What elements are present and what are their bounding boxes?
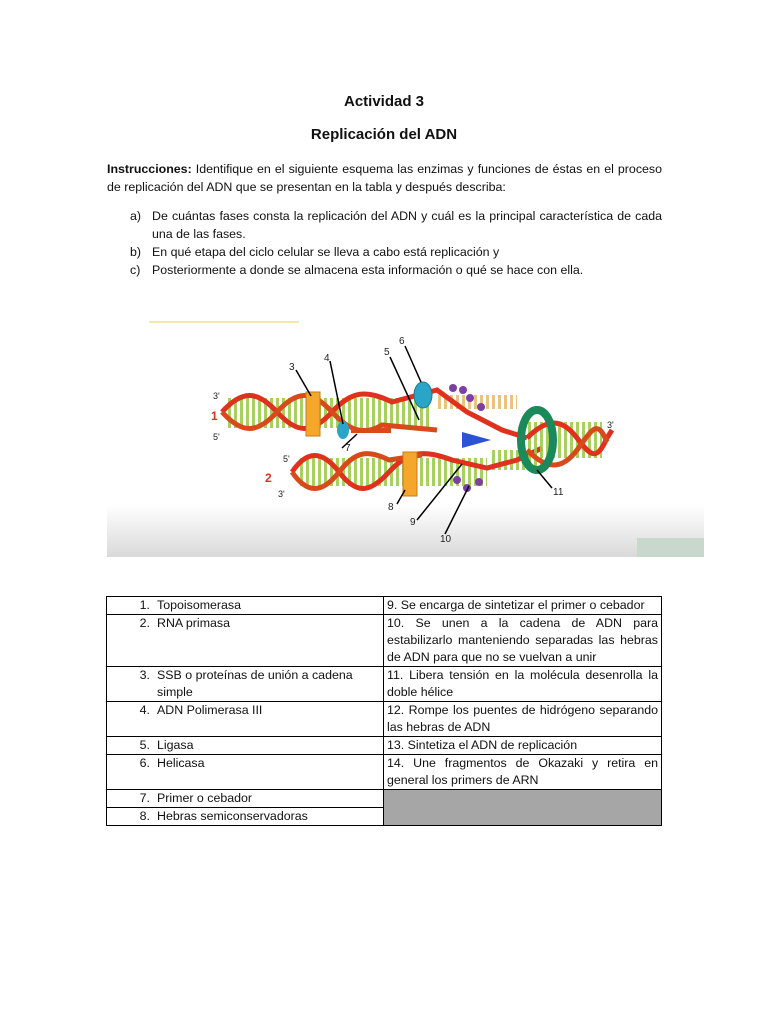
figure-corner-thumb xyxy=(637,538,704,557)
question-item xyxy=(107,243,662,261)
row-number: 8. xyxy=(139,809,150,823)
row-term: Primer o cebador xyxy=(157,791,253,805)
row-term: RNA primasa xyxy=(157,616,230,630)
row-number: 1. xyxy=(139,598,150,612)
table-cell xyxy=(107,808,384,826)
table-row xyxy=(107,737,662,755)
empty-gray-cell xyxy=(384,790,662,826)
callout-label: 3 xyxy=(289,362,295,373)
strand-label: 1 xyxy=(211,409,218,423)
question-text: Posteriormente a donde se almacena esta información o qué se hace con ella. xyxy=(152,263,584,277)
callout-label: 7 xyxy=(345,443,351,454)
question-letter: a) xyxy=(130,209,142,223)
row-number: 4. xyxy=(139,703,150,717)
instructions-label: Instrucciones: xyxy=(107,162,192,176)
row-number: 7. xyxy=(139,791,150,805)
table-cell: 12. Rompe los puentes de hidrógeno separando las hebras de ADN xyxy=(384,702,662,737)
table-cell xyxy=(107,755,384,790)
callout-label: 11 xyxy=(553,487,564,498)
callout-label: 8 xyxy=(388,502,394,513)
question-item xyxy=(107,261,662,279)
table-row xyxy=(107,615,662,667)
row-term: Helicasa xyxy=(157,756,205,770)
activity-heading: Actividad 3 xyxy=(343,93,425,110)
question-letter: c) xyxy=(130,263,141,277)
strand-label: 2 xyxy=(265,471,272,485)
table-cell xyxy=(107,702,384,737)
table-cell xyxy=(107,667,384,702)
question-text: De cuántas fases consta la replicación del ADN y cuál es la principal característica de cada una de las fases. xyxy=(152,209,662,241)
callout-label: 6 xyxy=(399,336,405,347)
table-cell: 9. Se encarga de sintetizar el primer o cebador xyxy=(384,597,662,615)
question-item xyxy=(107,207,662,243)
row-number: 2. xyxy=(139,616,150,630)
callout-label: 4 xyxy=(324,353,330,364)
instructions-text: Identifique en el siguiente esquema las enzimas y funciones de éstas en el proceso de replicación del ADN que se presentan en la tabla y después describa: xyxy=(107,162,662,194)
table-cell: 14. Une fragmentos de Okazaki y retira en general los primers de ARN xyxy=(384,755,662,790)
table-cell: 10. Se unen a la cadena de ADN para estabilizarlo manteniendo separadas las hebras de ADN para que no se vuelvan a unir xyxy=(384,615,662,667)
row-term: ADN Polimerasa III xyxy=(157,703,263,717)
end-label: 3' xyxy=(278,489,285,499)
topoisomerase-block xyxy=(306,392,320,436)
row-term: SSB o proteínas de unión a cadena simple xyxy=(157,668,353,699)
primer-segment xyxy=(351,428,391,433)
table-cell xyxy=(107,737,384,755)
polymerase-block xyxy=(403,452,417,496)
callout-label: 10 xyxy=(440,534,452,545)
end-label: 5' xyxy=(283,454,290,464)
table-row xyxy=(107,790,662,808)
legend-table xyxy=(106,596,662,826)
question-text: En qué etapa del ciclo celular se lleva a cabo está replicación y xyxy=(152,245,500,259)
dna-replication-diagram xyxy=(107,320,704,557)
table-row xyxy=(107,755,662,790)
row-number: 5. xyxy=(139,738,150,752)
figure-top-line xyxy=(149,321,299,323)
table-cell: 11. Libera tensión en la molécula desenrolla la doble hélice xyxy=(384,667,662,702)
table-row xyxy=(107,667,662,702)
table-row xyxy=(107,597,662,615)
table-cell: 13. Sintetiza el ADN de replicación xyxy=(384,737,662,755)
table-cell xyxy=(107,597,384,615)
row-term: Ligasa xyxy=(157,738,194,752)
page-title: Replicación del ADN xyxy=(310,126,458,143)
instructions xyxy=(107,160,662,196)
callout-label: 5 xyxy=(384,347,390,358)
figure-background xyxy=(107,320,704,557)
row-number: 3. xyxy=(139,668,150,682)
end-label: 3' xyxy=(213,391,220,401)
end-label: 3' xyxy=(607,420,614,430)
table-cell xyxy=(107,615,384,667)
question-list xyxy=(107,207,662,279)
helicase-shape xyxy=(414,382,432,408)
row-term: Topoisomerasa xyxy=(157,598,242,612)
table-cell xyxy=(107,790,384,808)
callout-label: 9 xyxy=(410,517,416,528)
end-label: 5' xyxy=(213,432,220,442)
table-row xyxy=(107,702,662,737)
question-letter: b) xyxy=(130,245,142,259)
row-term: Hebras semiconservadoras xyxy=(157,809,308,823)
row-number: 6. xyxy=(139,756,150,770)
